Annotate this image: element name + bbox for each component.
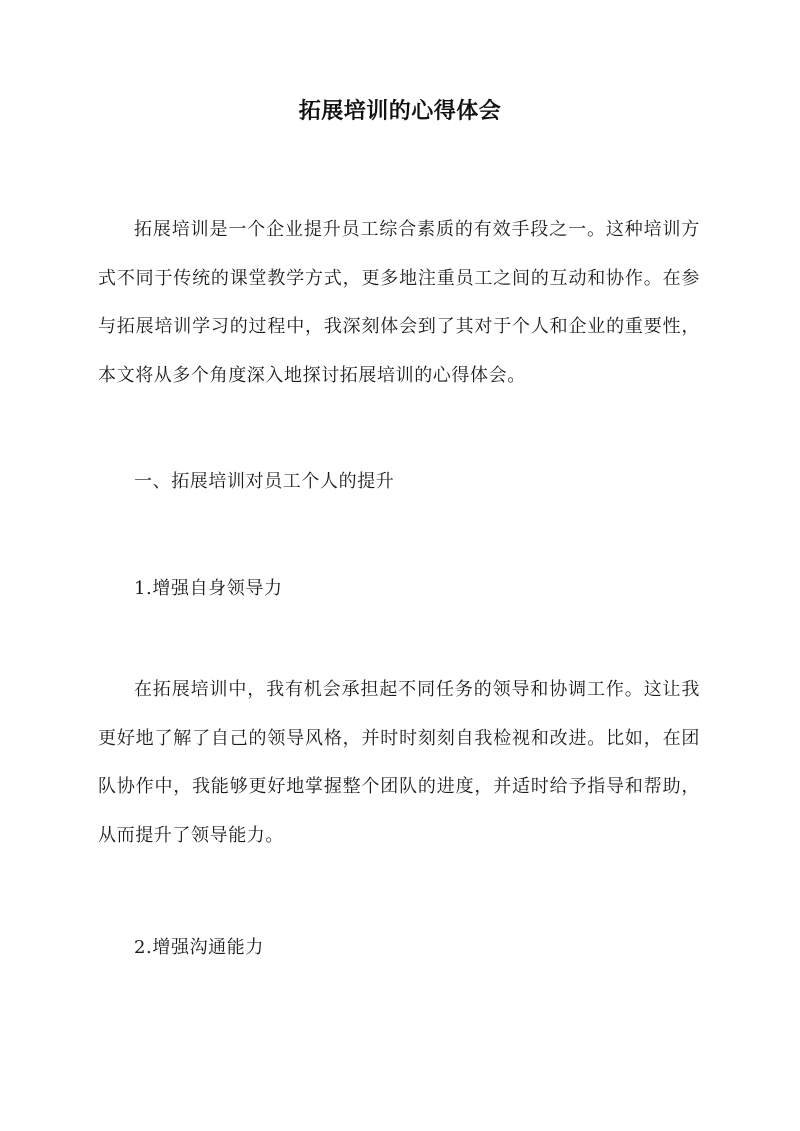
section-heading-1: 一、拓展培训对员工个人的提升 — [134, 471, 395, 492]
document-title: 拓展培训的心得体会 — [298, 98, 502, 124]
subsection-heading-2: 2.增强沟通能力 — [134, 937, 264, 958]
intro-paragraph: 拓展培训是一个企业提升员工综合素质的有效手段之一。这种培训方式不同于传统的课堂教学方式，更多地注重员工之间的互动和协作。在参与拓展培训学习的过程中，我深刻体会到了其对于个人和企业的重要性，本文将从多个角度深入地探讨拓展培训的心得体会。 — [98, 219, 700, 386]
subsection-heading-1: 1.增强自身领导力 — [134, 578, 283, 599]
subsection-body-1: 在拓展培训中，我有机会承担起不同任务的领导和协调工作。这让我更好地了解了自己的领导风格，并时时刻刻自我检视和改进。比如，在团队协作中，我能够更好地掌握整个团队的进度，并适时给予指导和帮助，从而提升了领导能力。 — [98, 679, 700, 846]
